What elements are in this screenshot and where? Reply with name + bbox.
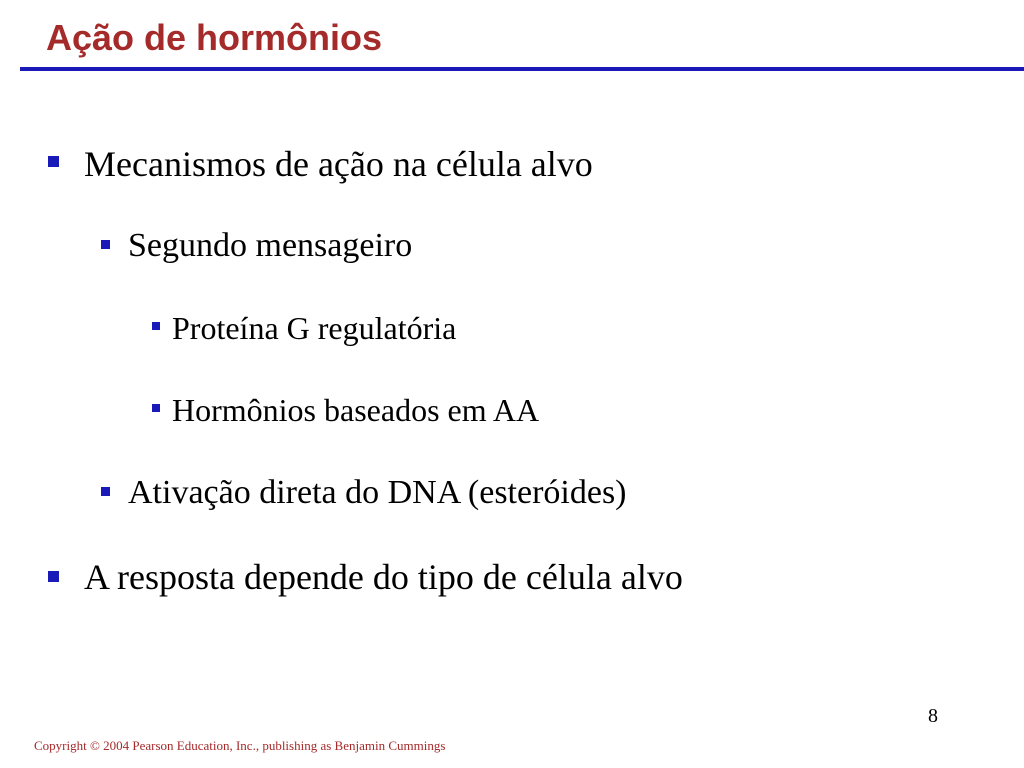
page-number: 8 <box>928 705 938 727</box>
slide-title: Ação de hormônios <box>46 17 383 58</box>
bullet-item: Ativação direta do DNA (esteróides) <box>128 474 627 511</box>
bullet-square-icon <box>48 571 59 582</box>
bullet-square-icon <box>152 404 160 412</box>
bullet-square-icon <box>101 240 110 249</box>
bullet-item: Mecanismos de ação na célula alvo <box>84 144 593 184</box>
bullet-item: A resposta depende do tipo de célula alvo <box>84 557 683 597</box>
bullet-item: Segundo mensageiro <box>128 227 413 264</box>
bullet-square-icon <box>101 487 110 496</box>
bullet-square-icon <box>48 156 59 167</box>
bullet-square-icon <box>152 322 160 330</box>
copyright-footer: Copyright © 2004 Pearson Education, Inc., publishing as Benjamin Cummings <box>34 738 446 753</box>
title-underline <box>20 67 1024 71</box>
bullet-item: Proteína G regulatória <box>172 310 457 346</box>
bullet-item: Hormônios baseados em AA <box>172 392 540 428</box>
